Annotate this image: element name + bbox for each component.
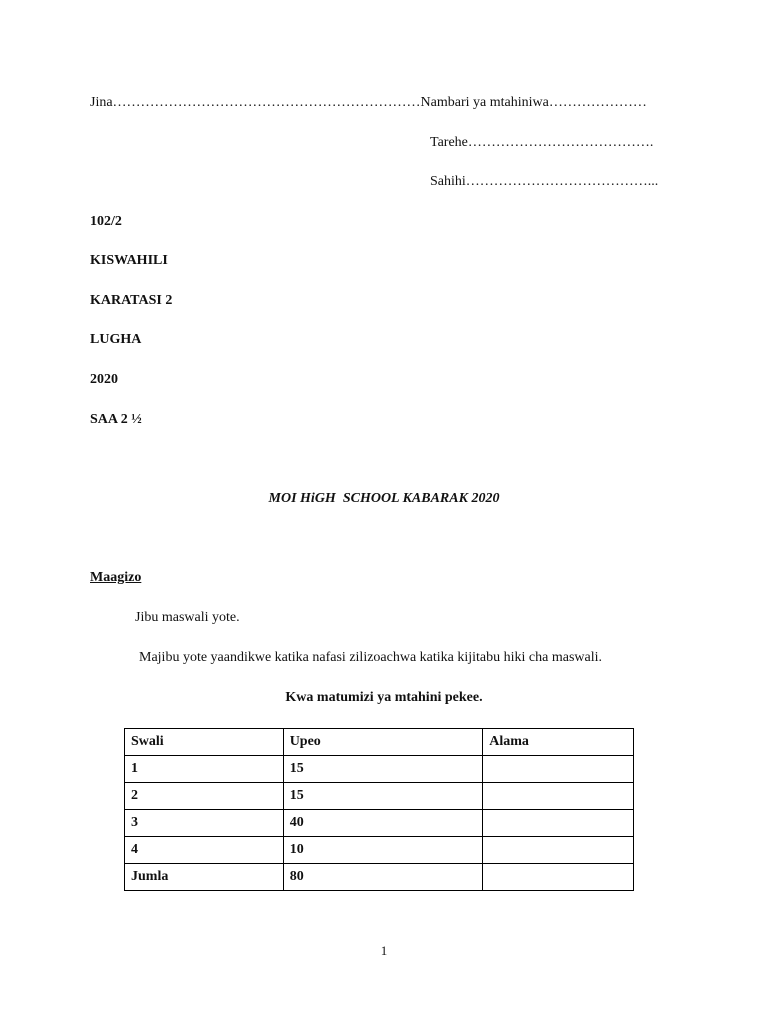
max-marks-cell: 15 bbox=[283, 783, 483, 810]
score-cell bbox=[483, 783, 634, 810]
total-max-marks-cell: 80 bbox=[283, 864, 483, 891]
score-cell bbox=[483, 837, 634, 864]
question-cell: 4 bbox=[125, 837, 284, 864]
total-label-cell: Jumla bbox=[125, 864, 284, 891]
page-number: 1 bbox=[380, 943, 388, 958]
paper-section: LUGHA bbox=[90, 332, 142, 347]
question-cell: 2 bbox=[125, 783, 284, 810]
table-total-row bbox=[125, 864, 634, 891]
score-cell bbox=[483, 810, 634, 837]
subject-name: KISWAHILI bbox=[90, 253, 168, 268]
table-header-row bbox=[125, 729, 634, 756]
paper-number: KARATASI 2 bbox=[90, 293, 173, 308]
exam-duration: SAA 2 ½ bbox=[90, 412, 142, 427]
date-line: Tarehe…………………………………. bbox=[430, 135, 654, 150]
table-row bbox=[125, 810, 634, 837]
instructions-heading: Maagizo bbox=[90, 570, 142, 585]
max-marks-cell: 15 bbox=[283, 756, 483, 783]
exam-year: 2020 bbox=[90, 372, 118, 387]
table-row bbox=[125, 756, 634, 783]
instruction-item: Jibu maswali yote. bbox=[135, 610, 240, 625]
column-header-score: Alama bbox=[483, 729, 634, 756]
school-title: MOI HiGH SCHOOL KABARAK 2020 bbox=[268, 491, 500, 506]
table-row bbox=[125, 783, 634, 810]
signature-line: Sahihi…………………………………... bbox=[430, 174, 659, 189]
name-and-candidate-number-line: Jina…………………………………………………………Nambari ya mtahiniwa………………… bbox=[90, 95, 647, 110]
table-row bbox=[125, 837, 634, 864]
column-header-question: Swali bbox=[125, 729, 284, 756]
column-header-max-marks: Upeo bbox=[283, 729, 483, 756]
score-cell bbox=[483, 756, 634, 783]
max-marks-cell: 40 bbox=[283, 810, 483, 837]
question-cell: 1 bbox=[125, 756, 284, 783]
max-marks-cell: 10 bbox=[283, 837, 483, 864]
examiner-use-note: Kwa matumizi ya mtahini pekee. bbox=[285, 690, 483, 705]
instruction-item: Majibu yote yaandikwe katika nafasi zilizoachwa katika kijitabu hiki cha maswali. bbox=[139, 650, 603, 665]
marks-table bbox=[124, 728, 634, 891]
paper-code: 102/2 bbox=[90, 214, 122, 229]
total-score-cell bbox=[483, 864, 634, 891]
question-cell: 3 bbox=[125, 810, 284, 837]
